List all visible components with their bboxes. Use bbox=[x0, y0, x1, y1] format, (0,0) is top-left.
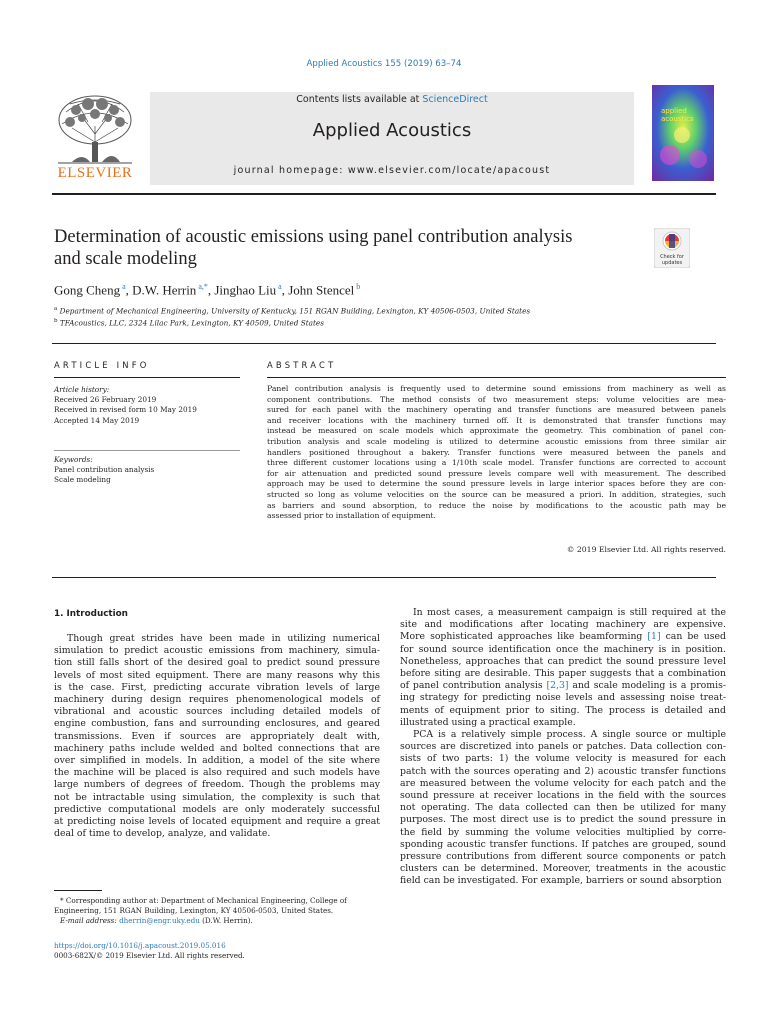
footnote-line: * Corresponding author at: Department of Mechanical Engineering, College of bbox=[60, 896, 347, 905]
text-line: Though great strides have been made in utilizing numerical bbox=[67, 633, 380, 644]
journal-cover-image bbox=[652, 85, 714, 181]
text-line: ments of equipment prior to siting. The process is detailed and bbox=[400, 704, 726, 716]
email-label: E-mail address: bbox=[60, 916, 117, 925]
text-line: illustrated using a practical example. bbox=[400, 716, 576, 728]
journal-title: Applied Acoustics bbox=[312, 120, 472, 141]
citation-link[interactable]: [1] bbox=[647, 631, 661, 643]
publisher-wordmark: ELSEVIER bbox=[57, 165, 133, 181]
author-affil-sup[interactable]: a bbox=[122, 282, 126, 291]
text-line: as barriers and sound absorption, to reduce the noise by modifications to the acoustic path may be bbox=[267, 500, 726, 510]
contents-prefix: Contents lists available at bbox=[296, 94, 423, 105]
author-affil-sup[interactable]: a bbox=[278, 282, 282, 291]
text-line: levels of most sited equipment. There are many reasons why this bbox=[54, 669, 380, 681]
text-line: tribution analysis and scale modeling is utilized to determine acoustic emissions from three similar air bbox=[267, 436, 726, 446]
text-line: deal of time to develop, analyze, and validate. bbox=[54, 828, 271, 840]
history-accepted: Accepted 14 May 2019 bbox=[54, 415, 140, 425]
citation-link[interactable]: [2,3] bbox=[546, 680, 569, 692]
text-line: over simplified in models. In addition, a model of the site where bbox=[54, 755, 380, 767]
text-line: site and modifications after locating machinery are expensive. bbox=[400, 619, 726, 631]
sciencedirect-link[interactable]: ScienceDirect bbox=[422, 94, 488, 105]
text-line: field can be investigated. For example, barriers or sound absorption bbox=[400, 875, 722, 887]
right-column-text bbox=[400, 607, 726, 888]
keywords bbox=[54, 455, 244, 486]
text-line: large numbers of degrees of freedom. Though the problems may bbox=[54, 779, 380, 791]
text-line: PCA is a relatively simple process. A single source or multiple bbox=[413, 729, 726, 741]
text-line: purposes. The most direct use is to predict the sound pressure in bbox=[400, 814, 726, 826]
text-line: simulation to predict acoustic emissions from machinery, simula- bbox=[54, 645, 380, 657]
left-column-text bbox=[54, 633, 380, 840]
author-email-link[interactable]: dherrin@engr.uky.edu bbox=[119, 916, 200, 925]
affil-text: TFAcoustics, LLC, 2324 Lilac Park, Lexington, KY 40509, United States bbox=[59, 318, 324, 328]
text-line: approach may be used to determine the sound pressure levels in large interior spaces before they are con- bbox=[267, 479, 726, 489]
text-line: Nonetheless, approaches that can predict the sound pressure level bbox=[400, 655, 726, 667]
text-line: three different customer locations using a 1/10th scale model. Transfer functions are corrected to account bbox=[267, 458, 726, 468]
svg-text:updates: updates bbox=[661, 260, 683, 266]
title-line-2: and scale modeling bbox=[54, 249, 197, 269]
article-history bbox=[54, 385, 244, 426]
text-line: pressure contributions from different source components or patch bbox=[400, 851, 726, 863]
text-line: More sophisticated approaches like beamforming [1] can be used bbox=[400, 631, 726, 643]
page-footer bbox=[54, 941, 245, 962]
text-line: clusters can be determined. Moreover, treatments in the acoustic bbox=[400, 863, 726, 875]
text-line: In most cases, a measurement campaign is still required at the bbox=[413, 607, 726, 618]
text-line: machinery paths include welded and bolted connections that are bbox=[54, 742, 380, 754]
title-block-rule bbox=[52, 343, 716, 344]
text-line: not operating. The data collected can then be utilized for many bbox=[400, 802, 726, 814]
text-line: for sound source identification once the machinery is in position. bbox=[400, 643, 726, 655]
author-affil-sup[interactable]: a,* bbox=[198, 282, 208, 291]
article-info-heading: ARTICLE INFO bbox=[54, 360, 150, 370]
text-line: are measured between the volume velocity for each patch and the bbox=[400, 777, 726, 789]
text-line: the machine will be placed is also required and such models have bbox=[54, 767, 380, 779]
author-name[interactable]: Jinghao Liu bbox=[214, 282, 277, 298]
text-line: sured for each panel with the machinery operating and transfer functions are measured between panels bbox=[267, 405, 726, 415]
affil-sup: a bbox=[54, 306, 58, 312]
text-line: the field by summing the volume velocities multiplied by corre- bbox=[400, 826, 726, 838]
section-heading-introduction: 1. Introduction bbox=[54, 609, 128, 619]
text-line: transmissions. Even if sources are appropriately dealt with, bbox=[54, 730, 380, 742]
history-label: Article history: bbox=[54, 385, 110, 394]
svg-text:applied: applied bbox=[661, 107, 687, 115]
check-for-updates-badge[interactable] bbox=[654, 228, 690, 268]
footnote-rule bbox=[54, 890, 102, 891]
abstract-heading: ABSTRACT bbox=[267, 360, 337, 370]
text-line: not be intractable using simulation, the complexity is such that bbox=[54, 791, 380, 803]
header-rule bbox=[52, 193, 716, 195]
text-line: sists of two parts: 1) the volume velocity is measured for each bbox=[400, 753, 726, 765]
email-suffix: (D.W. Herrin). bbox=[202, 916, 253, 925]
text-line: instead be measured on scale models which approximate the geometry. This combination of panel con- bbox=[267, 426, 726, 436]
author-affil-sup[interactable]: b bbox=[356, 282, 361, 291]
keywords-rule bbox=[54, 450, 240, 451]
text-line: predictive computational models are only moderately successful bbox=[54, 803, 380, 815]
text-line: vibrational and acoustic sources including detailed models of bbox=[54, 706, 380, 718]
text-line: sound pressure at receiver locations in the field with the sources bbox=[400, 790, 726, 802]
svg-text:Check for: Check for bbox=[660, 254, 684, 260]
text-line: machinery during design requires phenomenological models of bbox=[54, 694, 380, 706]
text-line: patch with the sources operating and 2) acoustic transfer functions bbox=[400, 765, 726, 777]
author-name[interactable]: John Stencel bbox=[288, 282, 355, 298]
article-title bbox=[54, 226, 644, 270]
text-line: is the case. First, predicting accurate vibration levels of large bbox=[54, 681, 380, 693]
journal-homepage[interactable]: journal homepage: www.elsevier.com/locate/apacoust bbox=[233, 165, 551, 176]
text-line: structed so long as volume velocities on the source can be measured a priori. In addition, strategies, such bbox=[267, 489, 726, 499]
issn-copyright: 0003-682X/© 2019 Elsevier Ltd. All rights reserved. bbox=[54, 951, 245, 961]
text-line: component contributions. The method consists of two measurement steps: volume velocities are mea- bbox=[267, 394, 726, 404]
affil-sup: b bbox=[54, 318, 58, 324]
svg-text:acoustics: acoustics bbox=[661, 115, 694, 123]
history-revised: Received in revised form 10 May 2019 bbox=[54, 405, 197, 415]
text-line: engine combustion, fans and surrounding enclosures, and geared bbox=[54, 718, 380, 730]
history-received: Received 26 February 2019 bbox=[54, 395, 157, 405]
keyword: Scale modeling bbox=[54, 475, 111, 485]
doi-link[interactable]: https://doi.org/10.1016/j.apacoust.2019.05.016 bbox=[54, 941, 226, 950]
text-line: ing strategy for predicting noise levels and assessing noise treat- bbox=[400, 692, 726, 704]
abstract-copyright: © 2019 Elsevier Ltd. All rights reserved. bbox=[566, 545, 726, 554]
text-line: assessed prior to installation of equipment. bbox=[267, 511, 436, 521]
affiliation-b bbox=[54, 318, 654, 327]
affiliation-a bbox=[54, 306, 654, 315]
author-name[interactable]: Gong Cheng bbox=[54, 282, 121, 298]
author-name[interactable]: D.W. Herrin bbox=[132, 282, 197, 298]
text-line: and receiver locations with the machinery turned off. It is demonstrated that transfer functions may bbox=[267, 415, 726, 425]
journal-reference[interactable]: Applied Acoustics 155 (2019) 63–74 bbox=[306, 59, 462, 69]
keywords-label: Keywords: bbox=[54, 455, 93, 464]
abstract-bottom-rule bbox=[52, 577, 716, 578]
text-line: of panel contribution analysis [2,3] and scale modeling is a promis- bbox=[400, 680, 726, 692]
text-line: for air attenuation and predicted sound pressure levels compare well with measurement. The described bbox=[267, 468, 726, 478]
footnote-line: Engineering, 151 RGAN Building, Lexington, KY 40506-0503, United States. bbox=[54, 906, 334, 915]
abstract-rule bbox=[267, 377, 726, 378]
title-line-1: Determination of acoustic emissions using panel contribution analysis bbox=[54, 227, 573, 247]
corresponding-author-footnote bbox=[54, 896, 380, 926]
abstract-text bbox=[267, 384, 726, 522]
text-line: tion still falls short of the desired goal to predict sound pressure bbox=[54, 657, 380, 669]
text-line: at predicting noise levels of located equipment and require a great bbox=[54, 816, 380, 828]
article-info-rule bbox=[54, 377, 240, 378]
text-line: Panel contribution analysis is frequently used to determine sound emissions from machinery as well as bbox=[267, 384, 726, 393]
author-list: Gong Cheng $^a$, D.W. Herrin $^{a,*}$, Jinghao Liu $^a$, John Stencel $^b$ bbox=[54, 282, 361, 298]
text-line: handlers positioned throughout a bakery. Transfer functions were measured between the panels and bbox=[267, 447, 726, 457]
text-line: sources are discretized into panels or patches. Data collection con- bbox=[400, 741, 726, 753]
contents-line bbox=[150, 94, 634, 105]
text-line: before siting are desirable. This paper suggests that a combination bbox=[400, 668, 726, 680]
keyword: Panel contribution analysis bbox=[54, 465, 155, 475]
text-line: sponding acoustic transfer functions. If patches are grouped, sound bbox=[400, 838, 726, 850]
affil-text: Department of Mechanical Engineering, University of Kentucky, 151 RGAN Building, Lexington, KY 40506-0503, United States bbox=[59, 306, 531, 316]
